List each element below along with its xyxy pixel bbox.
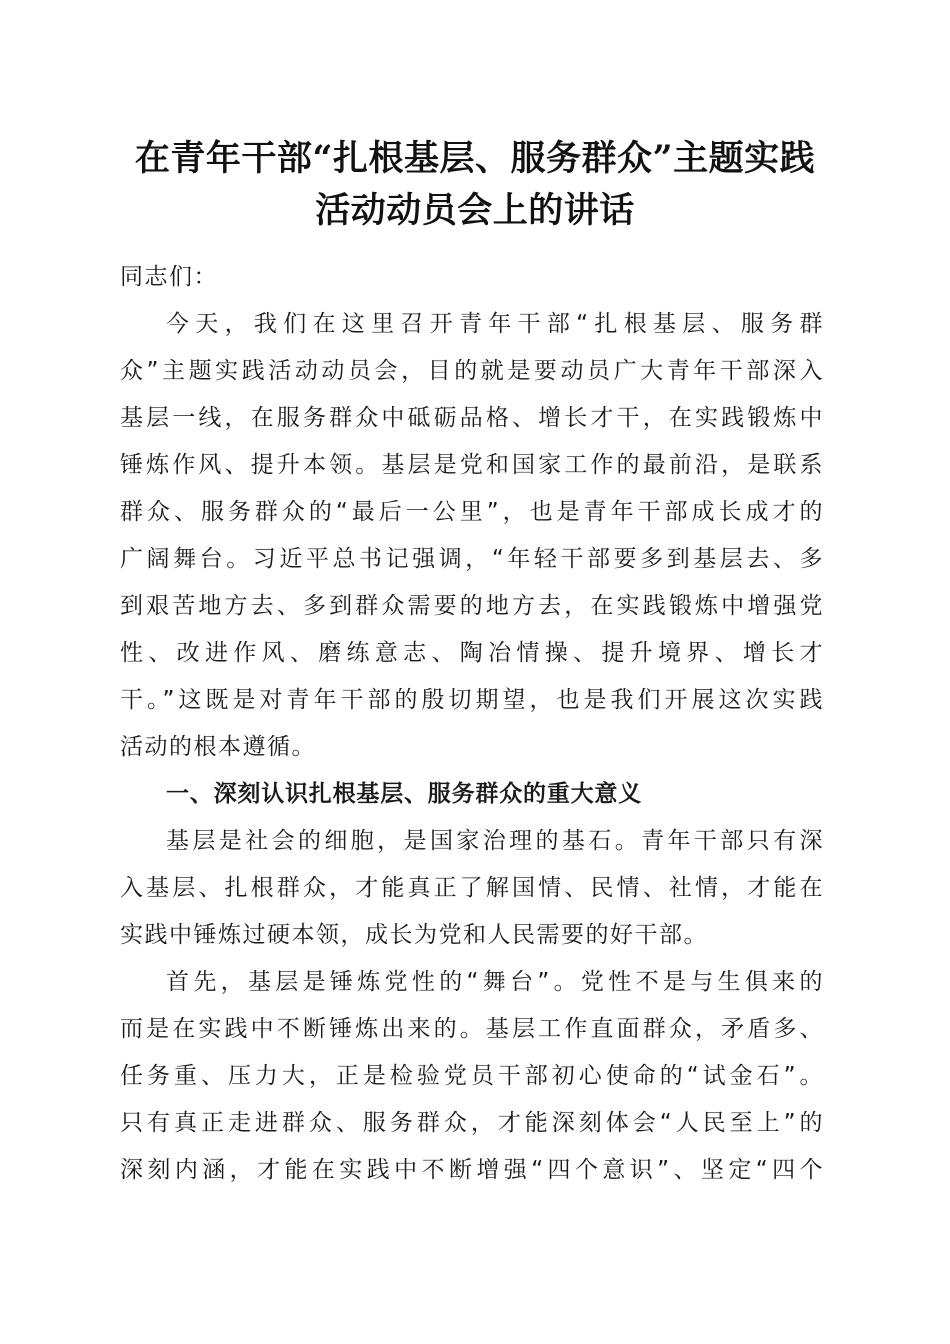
document-title [110,133,840,237]
paragraph-line: 首先，基层是锤炼党性的“舞台”。党性不是与生俱来的 [166,969,824,995]
paragraph-line: 基层是社会的细胞，是国家治理的基石。青年干部只有深 [166,828,824,854]
paragraph-line: 基层一线，在服务群众中砥砺品格、增长才干，在实践锻炼中 [120,405,824,431]
paragraph-line: 众”主题实践活动动员会，目的就是要动员广大青年干部深入 [120,358,824,384]
paragraph-first-point [120,959,824,1194]
paragraph-line: 锤炼作风、提升本领。基层是党和国家工作的最前沿，是联系 [120,452,824,478]
paragraph-line: 只有真正走进群众、服务群众，才能深刻体会“人民至上”的 [120,1110,824,1136]
title-line: 在青年干部“扎根基层、服务群众”主题实践 [134,138,816,179]
paragraph-line: 实践中锤炼过硬本领，成长为党和人民需要的好干部。 [120,922,708,948]
paragraph-line: 而是在实践中不断锤炼出来的。基层工作直面群众，矛盾多、 [120,1016,824,1042]
paragraph-line: 深刻内涵，才能在实践中不断增强“四个意识”、坚定“四个 [120,1157,824,1183]
paragraph-line: 到艰苦地方去、多到群众需要的地方去，在实践锻炼中增强党 [120,593,824,619]
section-heading: 一、深刻认识扎根基层、服务群众的重大意义 [166,781,642,807]
paragraph-line: 干。”这既是对青年干部的殷切期望，也是我们开展这次实践 [120,687,824,713]
paragraph-line: 入基层、扎根群众，才能真正了解国情、民情、社情，才能在 [120,875,824,901]
document-body [120,254,824,1194]
salutation: 同志们： [120,264,218,290]
title-line: 活动动员会上的讲话 [315,190,635,231]
paragraph-line: 群众、服务群众的“最后一公里”，也是青年干部成长成才的 [120,499,824,525]
paragraph-line: 任务重、压力大，正是检验党员干部初心使命的“试金石”。 [120,1063,824,1089]
paragraph-significance [120,818,824,959]
paragraph-line: 活动的根本遵循。 [120,734,316,760]
paragraph-line: 今天，我们在这里召开青年干部“扎根基层、服务群 [166,311,824,337]
paragraph-line: 广阔舞台。习近平总书记强调，“年轻干部要多到基层去、多 [120,546,824,572]
paragraph-intro [120,301,824,771]
paragraph-line: 性、改进作风、磨练意志、陶冶情操、提升境界、增长才 [120,640,824,666]
